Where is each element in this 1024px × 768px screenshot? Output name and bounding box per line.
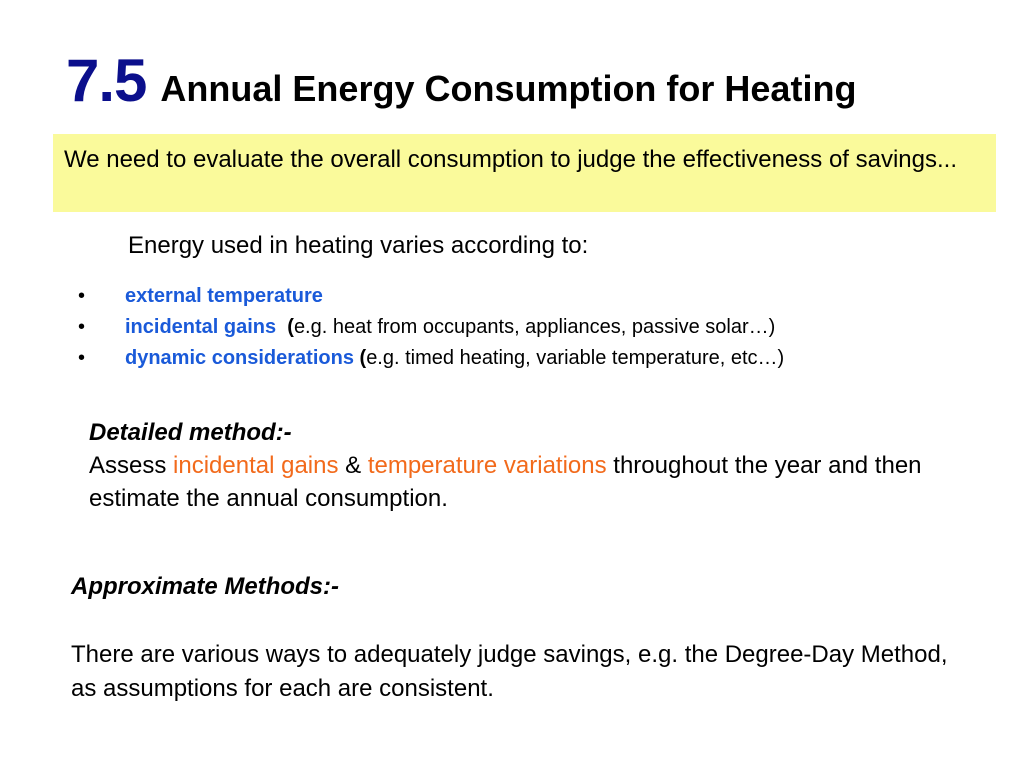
temperature-variations-highlight: temperature variations	[367, 452, 607, 479]
title-text: Annual Energy Consumption for Heating	[160, 68, 857, 109]
intro-text: Energy used in heating varies according to:	[128, 232, 589, 259]
incidental-gains-highlight: incidental gains	[173, 452, 339, 479]
detailed-method-heading: Detailed method:-	[89, 419, 292, 446]
factor-paren: (	[353, 347, 367, 369]
highlight-text: We need to evaluate the overall consumption to judge the effectiveness of savings...	[64, 146, 958, 173]
approximate-methods-section	[71, 570, 971, 706]
bullet-icon: •	[78, 347, 86, 369]
approximate-methods-body: There are various ways to adequately judge savings, e.g. the Degree-Day Method, as assumptions for each are consistent.	[71, 641, 948, 702]
factor-term: dynamic considerations	[125, 347, 354, 369]
detailed-suffix: throughout the year and then estimate the annual consumption.	[89, 452, 922, 512]
bullet-icon: •	[78, 285, 86, 307]
approximate-methods-heading: Approximate Methods:-	[71, 573, 340, 600]
factor-note: e.g. timed heating, variable temperature, etc…)	[366, 347, 785, 369]
factor-note: e.g. heat from occupants, appliances, passive solar…)	[293, 316, 776, 338]
factor-term: external temperature	[125, 285, 323, 307]
detailed-method-section	[89, 416, 929, 515]
slide-title	[66, 46, 856, 115]
detailed-method-body	[89, 449, 929, 515]
factor-term: incidental gains	[125, 316, 277, 338]
section-number: 7.5	[66, 47, 147, 114]
detailed-prefix: Assess	[89, 452, 174, 479]
factor-paren: (	[276, 316, 294, 338]
bullet-icon: •	[78, 316, 86, 338]
highlight-box	[53, 134, 996, 212]
detailed-connector: &	[338, 452, 368, 479]
